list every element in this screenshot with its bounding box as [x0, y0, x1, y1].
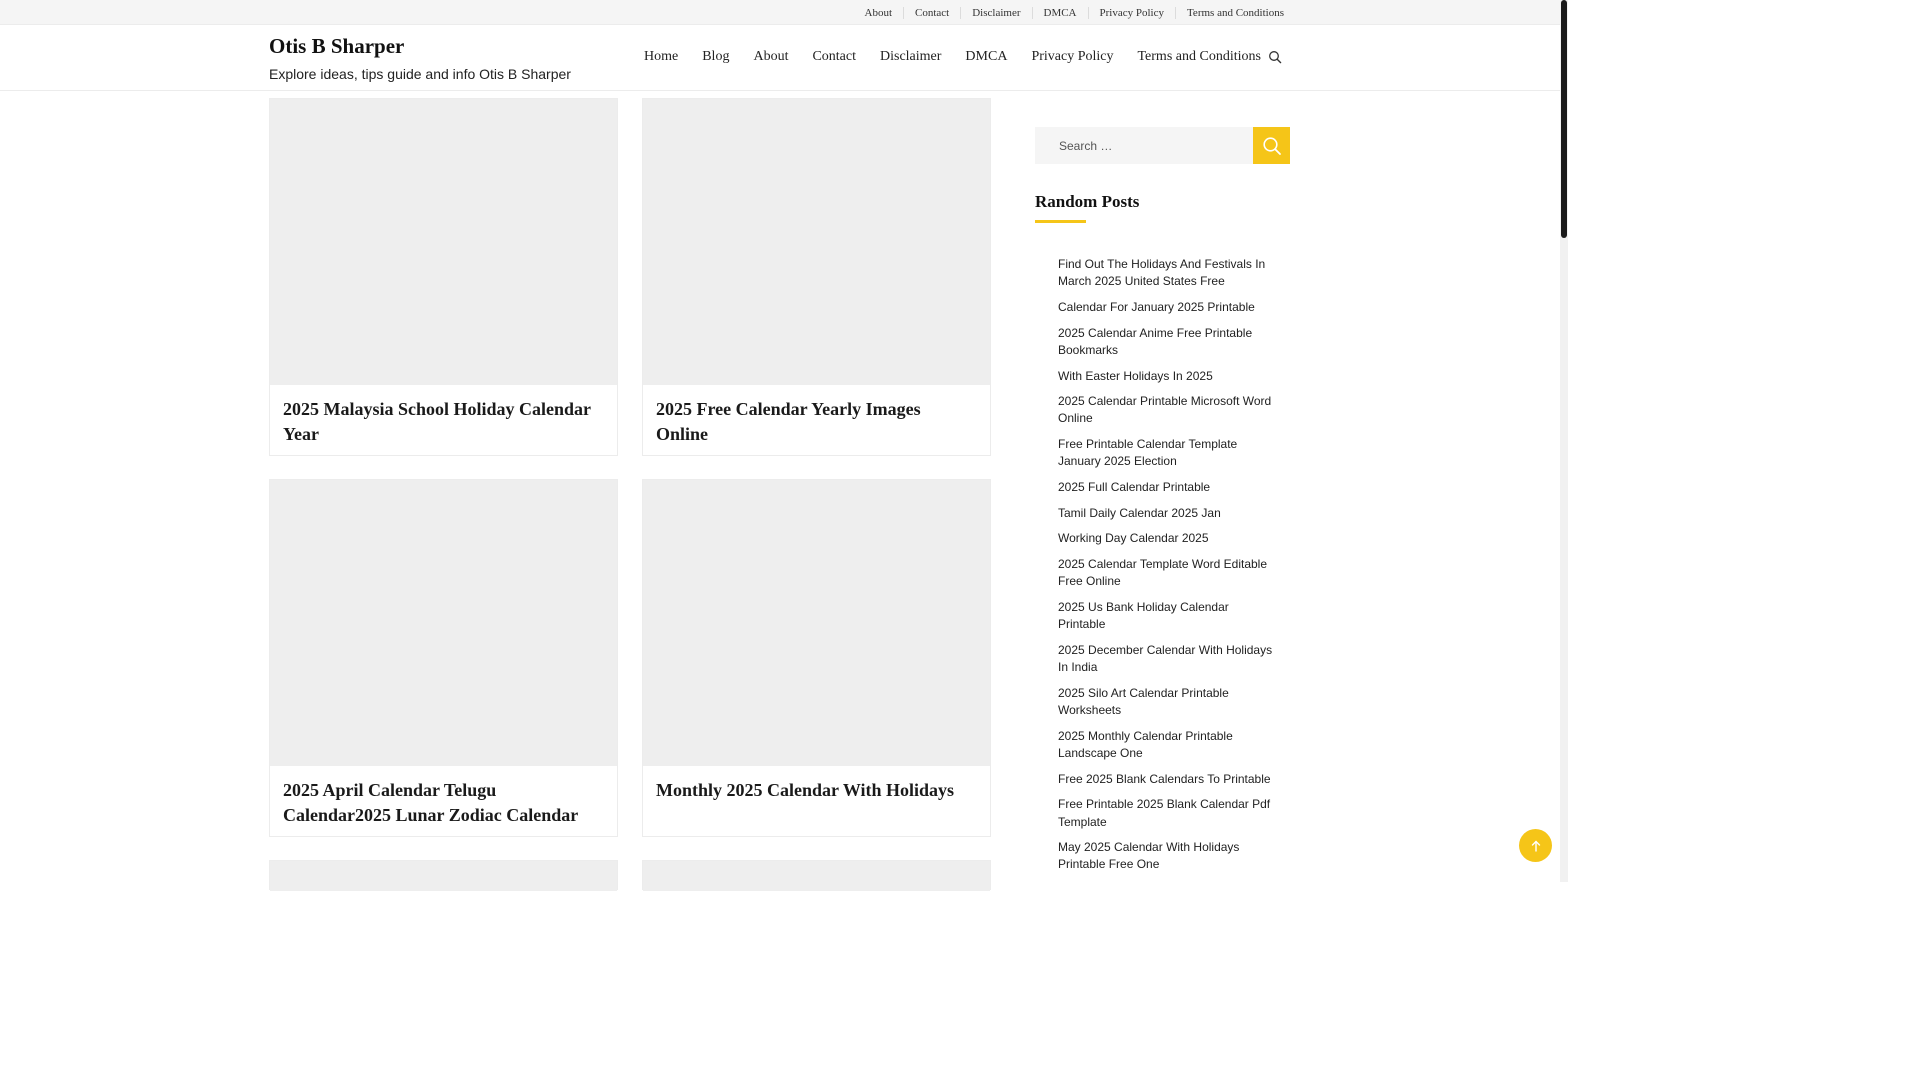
- post-thumbnail[interactable]: [270, 861, 617, 891]
- random-posts-list: [1058, 256, 1273, 882]
- arrow-up-icon: [1529, 839, 1543, 853]
- site-tagline: Explore ideas, tips guide and info Otis B Sharper: [269, 66, 571, 82]
- random-post-link[interactable]: 2025 December Calendar With Holidays In India: [1058, 642, 1273, 675]
- random-post-link[interactable]: 2025 Us Bank Holiday Calendar Printable: [1058, 600, 1229, 632]
- random-post-link[interactable]: With Easter Holidays In 2025: [1058, 368, 1213, 383]
- post-title[interactable]: 2025 Free Calendar Yearly Images Online: [656, 399, 921, 444]
- site-title[interactable]: Otis B Sharper: [269, 34, 405, 58]
- search-icon[interactable]: [1268, 50, 1282, 64]
- random-post-link[interactable]: 2025 Calendar Anime Free Printable Bookmarks: [1058, 325, 1253, 357]
- search-input[interactable]: [1035, 127, 1253, 164]
- page-scrollbar-thumb[interactable]: [1561, 0, 1567, 238]
- random-post-link[interactable]: Free Printable Calendar Template January 2025 Election: [1058, 437, 1238, 469]
- top-nav-disclaimer[interactable]: Disclaimer: [960, 7, 1031, 19]
- top-bar: [0, 0, 1560, 25]
- nav-disclaimer[interactable]: Disclaimer: [880, 49, 942, 64]
- random-posts-title: Random Posts: [1035, 192, 1140, 211]
- post-card[interactable]: [642, 479, 991, 837]
- post-card[interactable]: [269, 98, 618, 456]
- random-post-link[interactable]: Tamil Daily Calendar 2025 Jan: [1058, 505, 1221, 520]
- top-nav: [854, 0, 1284, 25]
- post-thumbnail[interactable]: [643, 480, 990, 766]
- random-post-link[interactable]: 2025 Calendar Printable Microsoft Word Online: [1058, 394, 1272, 426]
- top-nav-about[interactable]: About: [864, 6, 893, 19]
- random-post-link[interactable]: Free Printable 2025 Blank Calendar Pdf Template: [1058, 797, 1271, 829]
- search-button[interactable]: [1253, 127, 1290, 164]
- post-title[interactable]: 2025 Malaysia School Holiday Calendar Year: [283, 399, 591, 444]
- post-card[interactable]: [269, 479, 618, 837]
- top-nav-dmca[interactable]: DMCA: [1032, 7, 1088, 19]
- nav-terms[interactable]: Terms and Conditions: [1137, 49, 1261, 64]
- nav-dmca[interactable]: DMCA: [965, 49, 1008, 64]
- nav-about[interactable]: About: [753, 49, 789, 64]
- post-card[interactable]: [642, 98, 991, 456]
- nav-privacy-policy[interactable]: Privacy Policy: [1031, 49, 1114, 64]
- post-thumbnail[interactable]: [643, 861, 990, 891]
- random-post-link[interactable]: Free 2025 Blank Calendars To Printable: [1058, 771, 1271, 786]
- random-post-link[interactable]: May 2025 Calendar With Holidays Printable Free One: [1058, 840, 1240, 872]
- post-thumbnail[interactable]: [643, 99, 990, 385]
- top-nav-terms[interactable]: Terms and Conditions: [1175, 7, 1284, 19]
- random-post-link[interactable]: Find Out The Holidays And Festivals In March 2025 United States Free: [1058, 257, 1266, 289]
- nav-home[interactable]: Home: [644, 49, 679, 64]
- nav-blog[interactable]: Blog: [702, 49, 730, 64]
- back-to-top-button[interactable]: [1519, 829, 1552, 862]
- search-icon: [1262, 136, 1282, 156]
- site-header: [0, 25, 1560, 91]
- widget-title-underline: [1035, 220, 1086, 223]
- random-post-link[interactable]: 2025 Silo Art Calendar Printable Worksheets: [1058, 685, 1229, 718]
- post-thumbnail[interactable]: [270, 480, 617, 766]
- top-nav-contact[interactable]: Contact: [903, 7, 960, 19]
- post-title[interactable]: 2025 April Calendar Telugu Calendar2025 Lunar Zodiac Calendar: [283, 780, 579, 825]
- post-card[interactable]: [642, 860, 991, 890]
- top-nav-privacy-policy[interactable]: Privacy Policy: [1088, 7, 1175, 19]
- random-post-link[interactable]: Working Day Calendar 2025: [1058, 531, 1209, 546]
- main-nav: [632, 49, 1273, 65]
- sidebar-search-form: [1035, 127, 1290, 164]
- random-post-link[interactable]: Calendar For January 2025 Printable: [1058, 299, 1255, 314]
- random-post-link[interactable]: 2025 Monthly Calendar Printable Landscape One: [1058, 728, 1233, 760]
- nav-contact[interactable]: Contact: [812, 49, 856, 64]
- random-post-link[interactable]: 2025 Full Calendar Printable: [1058, 480, 1211, 495]
- post-title[interactable]: Monthly 2025 Calendar With Holidays: [656, 780, 955, 800]
- random-post-link[interactable]: 2025 Calendar Template Word Editable Free Online: [1058, 557, 1268, 589]
- post-thumbnail[interactable]: [270, 99, 617, 385]
- post-card[interactable]: [269, 860, 618, 890]
